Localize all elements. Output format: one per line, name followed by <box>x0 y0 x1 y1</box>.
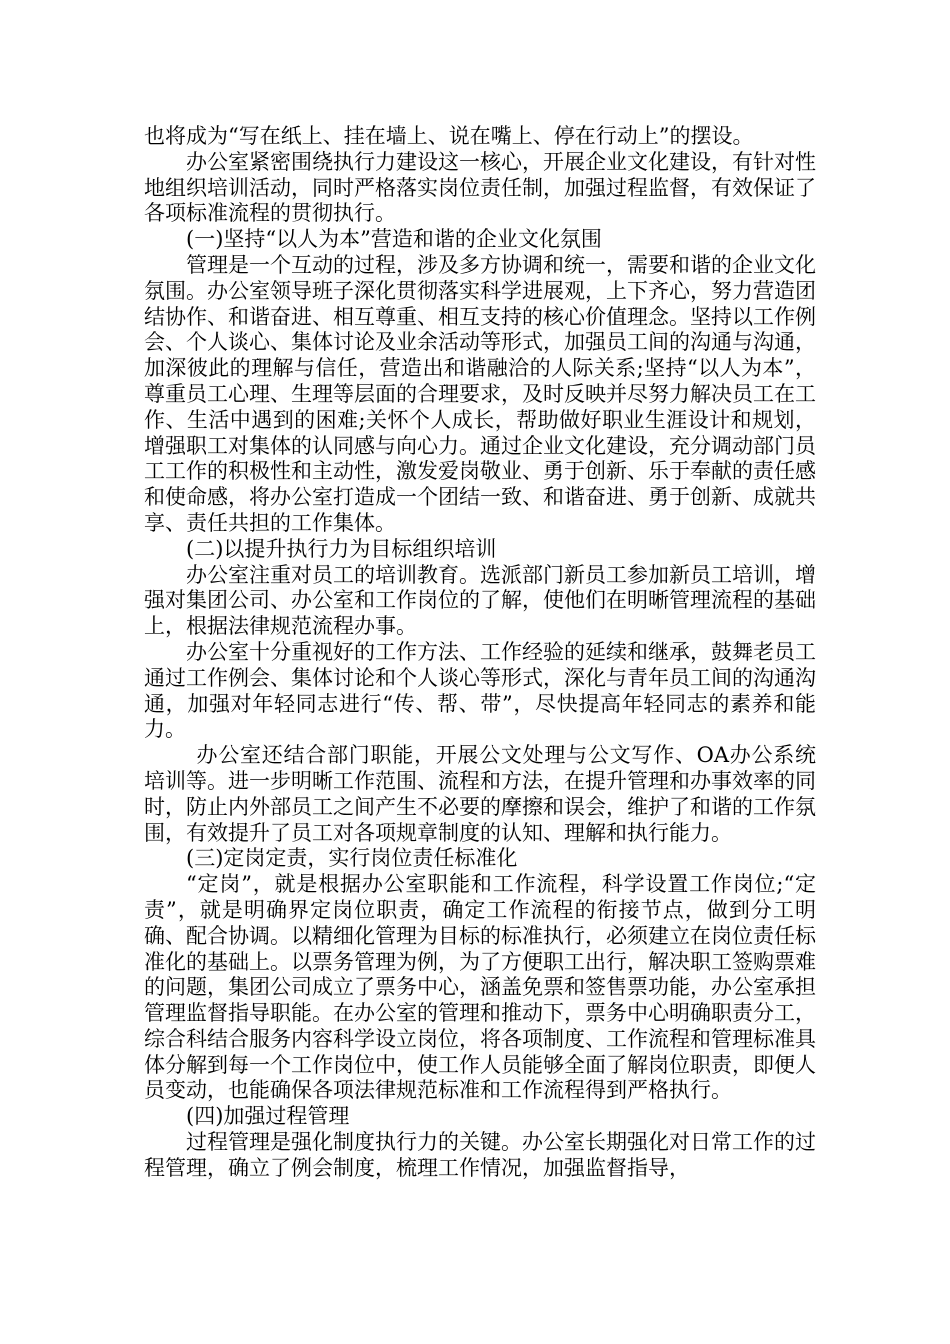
section-heading-1: (一)坚持“以人为本”营造和谐的企业文化氛围 <box>186 227 602 252</box>
paragraph-training-experience: 办公室十分重视好的工作方法、工作经验的延续和继承，鼓舞老员工通过工作例会、集体讨论和个人谈心等形式，深化与青年员工间的沟通沟通，加强对年轻同志进行“传、帮、带”，尽快提高年轻同志的素养和能力。 <box>144 639 816 742</box>
section-heading-4: (四)加强过程管理 <box>186 1104 350 1129</box>
document-body <box>144 124 816 1182</box>
paragraph-positions: “定岗”，就是根据办公室职能和工作流程，科学设置工作岗位;“定责”，就是明确界定岗位职责，确定工作流程的衔接节点，做到分工明确、配合协调。以精细化管理为目标的标准执行，必须建立在岗位责任标准化的基础上。以票务管理为例，为了方便职工出行，解决职工签购票难的问题，集团公司成立了票务中心，涵盖免票和签售票功能，办公室承担管理监督指导职能。在办公室的管理和推动下，票务中心明确职责分工，综合科结合服务内容科学设立岗位，将各项制度、工作流程和管理标准具体分解到每一个工作岗位中，使工作人员能够全面了解岗位职责，即便人员变动，也能确保各项法律规范标准和工作流程得到严格执行。 <box>144 872 816 1103</box>
section-heading-3: (三)定岗定责，实行岗位责任标准化 <box>186 846 518 871</box>
paragraph-continuation: 也将成为“写在纸上、挂在墙上、说在嘴上、停在行动上”的摆设。 <box>144 124 754 148</box>
paragraph-process: 过程管理是强化制度执行力的关键。办公室长期强化对日常工作的过程管理，确立了例会制度，梳理工作情况，加强监督指导， <box>144 1130 816 1180</box>
paragraph-training-oa: 办公室还结合部门职能，开展公文处理与公文写作、OA办公系统培训等。进一步明晰工作范围、流程和方法，在提升管理和办事效率的同时，防止内外部员工之间产生不必要的摩擦和误会，维护了和谐的工作氛围，有效提升了员工对各项规章制度的认知、理解和执行能力。 <box>144 743 816 845</box>
section-heading-2: (二)以提升执行力为目标组织培训 <box>186 536 497 561</box>
paragraph-intro: 办公室紧密围绕执行力建设这一核心，开展企业文化建设，有针对性地组织培训活动，同时严格落实岗位责任制，加强过程监督，有效保证了各项标准流程的贯彻执行。 <box>144 149 816 226</box>
paragraph-training-new: 办公室注重对员工的培训教育。选派部门新员工参加新员工培训，增强对集团公司、办公室和工作岗位的了解，使他们在明晰管理流程的基础上，根据法律规范流程办事。 <box>144 562 816 639</box>
paragraph-culture: 管理是一个互动的过程，涉及多方协调和统一，需要和谐的企业文化氛围。办公室领导班子深化贯彻落实科学进展观，上下齐心，努力营造团结协作、和谐奋进、相互尊重、相互支持的核心价值理念。坚持以工作例会、个人谈心、集体讨论及业余活动等形式，加强员工间的沟通与沟通，加深彼此的理解与信任，营造出和谐融洽的人际关系;坚持“以人为本”，尊重员工心理、生理等层面的合理要求，及时反映并尽努力解决员工在工作、生活中遇到的困难;关怀个人成长，帮助做好职业生涯设计和规划，增强职工对集体的认同感与向心力。通过企业文化建设，充分调动部门员工工作的积极性和主动性，激发爱岗敬业、勇于创新、乐于奉献的责任感和使命感，将办公室打造成一个团结一致、和谐奋进、勇于创新、成就共享、责任共担的工作集体。 <box>144 252 816 535</box>
